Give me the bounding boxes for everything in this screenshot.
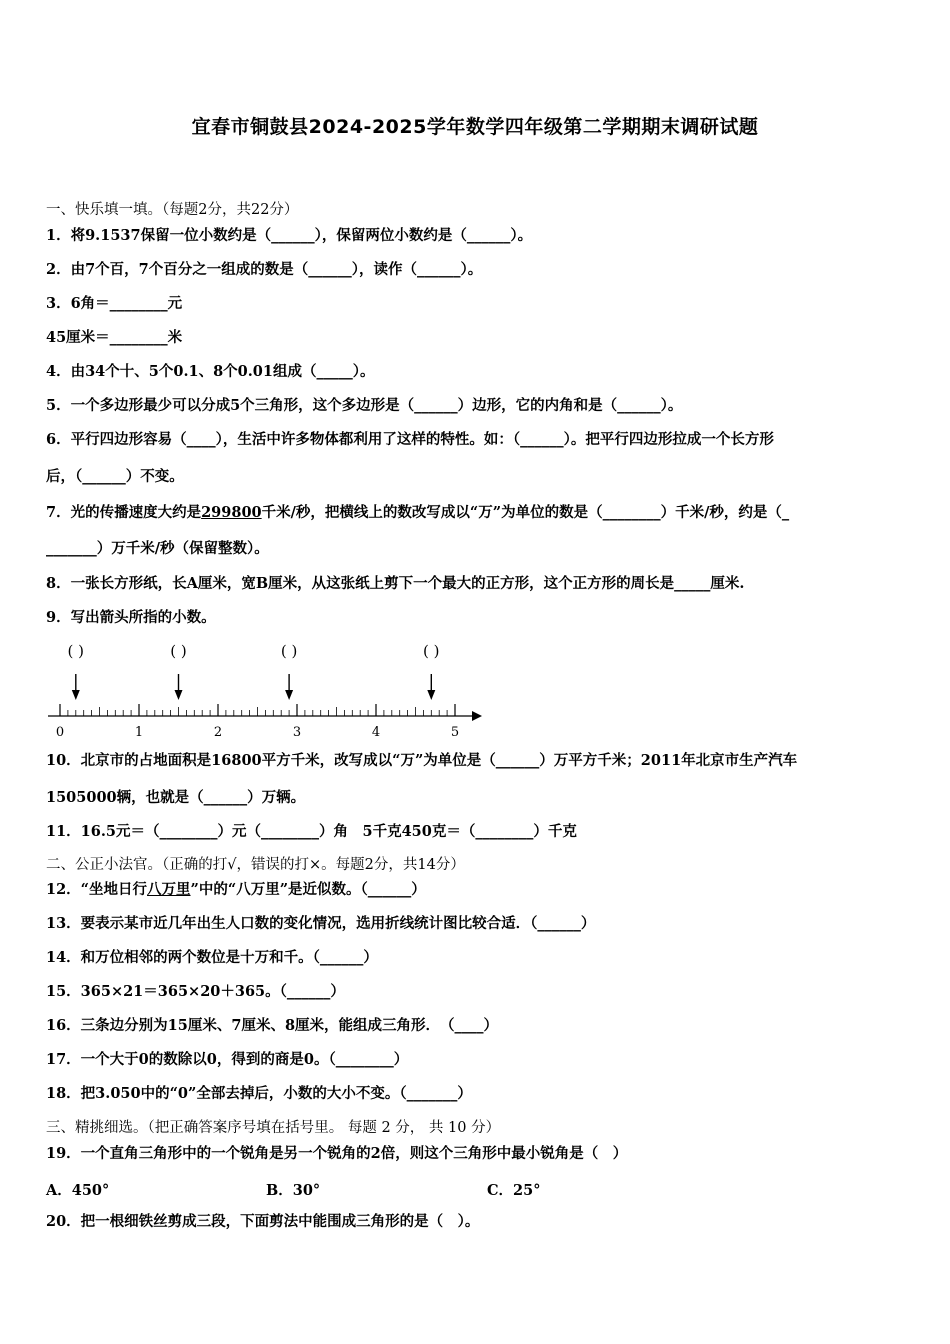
question-6a: 6．平行四边形容易（____），生活中许多物体都利用了这样的特性。如：（______）。把平行四边形拉成一个长方形 — [46, 431, 774, 448]
question-7b: _______）万千米/秒（保留整数）。 — [46, 540, 269, 557]
number-line-figure — [40, 638, 490, 740]
question-7-prefix: 7．光的传播速度大约是 — [46, 504, 202, 521]
question-2: 2．由7个百，7个百分之一组成的数是（______），读作（______）。 — [46, 261, 483, 278]
question-17: 17．一个大于0的数除以0，得到的商是0。（________） — [46, 1051, 409, 1068]
number-line-pointer-head — [175, 690, 183, 700]
question-9: 9．写出箭头所指的小数。 — [46, 609, 216, 626]
number-line-label: 2 — [213, 725, 223, 740]
option-b[interactable]: B．30° — [266, 1182, 321, 1199]
number-line-arrowhead — [472, 711, 482, 721]
number-line-pointer-head — [285, 690, 293, 700]
section-2-heading: 二、公正小法官。（正确的打√，错误的打×。每题2分，共14分） — [46, 857, 465, 873]
number-line-label: 1 — [134, 725, 144, 740]
number-line-label: 4 — [371, 725, 381, 740]
question-12-underlined: 八万里 — [147, 881, 191, 898]
number-line-pointer-head — [72, 690, 80, 700]
number-line-parens — [68, 642, 440, 660]
question-3b: 45厘米＝________米 — [46, 329, 183, 346]
question-7 — [46, 503, 789, 523]
question-18: 18．把3.050中的“0”全部去掉后，小数的大小不变。（_______） — [46, 1085, 472, 1102]
answer-paren: ( ) — [280, 642, 298, 660]
question-14: 14．和万位相邻的两个数位是十万和千。（______） — [46, 949, 378, 966]
question-10b: 1505000辆，也就是（______）万辆。 — [46, 789, 306, 806]
question-10a: 10．北京市的占地面积是16800平方千米，改写成以“万”为单位是（______）万平方千米；2011年北京市生产汽车 — [46, 752, 798, 769]
option-a[interactable]: A．450° — [46, 1182, 110, 1199]
question-12-suffix: ”中的“八万里”是近似数。（______） — [190, 881, 426, 898]
question-8: 8．一张长方形纸，长A厘米，宽B厘米，从这张纸上剪下一个最大的正方形，这个正方形的周长是_____厘米. — [46, 575, 745, 592]
question-1: 1．将9.1537保留一位小数约是（______），保留两位小数约是（______）。 — [46, 227, 533, 244]
question-20: 20．把一根细铁丝剪成三段，下面剪法中能围成三角形的是（ ）。 — [46, 1213, 480, 1230]
section-3-heading: 三、精挑细选。（把正确答案序号填在括号里。 每题 2 分， 共 10 分） — [46, 1120, 501, 1136]
answer-paren: ( ) — [67, 642, 85, 660]
page-title: 宜春市铜鼓县2024-2025学年数学四年级第二学期期末调研试题 — [191, 116, 759, 138]
number-line-label: 3 — [292, 725, 302, 740]
question-16: 16．三条边分别为15厘米、7厘米、8厘米，能组成三角形． （____） — [46, 1017, 499, 1034]
number-line-pointer-head — [427, 690, 435, 700]
question-19: 19．一个直角三角形中的一个锐角是另一个锐角的2倍，则这个三角形中最小锐角是（ ） — [46, 1145, 628, 1162]
question-15: 15．365×21＝365×20＋365。（______） — [46, 983, 345, 1000]
answer-paren: ( ) — [423, 642, 440, 660]
question-12-prefix: 12．“坐地日行 — [46, 881, 148, 898]
number-line-arrows — [72, 674, 436, 700]
question-5: 5．一个多边形最少可以分成5个三角形，这个多边形是（______）边形，它的内角和是（______）。 — [46, 397, 683, 414]
question-13: 13．要表示某市近几年出生人口数的变化情况，选用折线统计图比较合适．（______） — [46, 915, 596, 932]
number-line-label: 5 — [450, 725, 460, 740]
question-3a: 3．6角＝________元 — [46, 295, 183, 312]
option-c[interactable]: C．25° — [487, 1182, 541, 1199]
question-4: 4．由34个十、5个0.1、8个0.01组成（_____）。 — [46, 363, 375, 380]
answer-paren: ( ) — [170, 642, 187, 660]
section-1-heading: 一、快乐填一填。（每题2分，共22分） — [46, 202, 299, 218]
number-line-label: 0 — [55, 725, 65, 740]
number-line-labels — [56, 725, 459, 740]
question-11: 11．16.5元＝（________）元（________）角 5千克450克＝（________）千克 — [46, 823, 577, 840]
number-line-ticks — [60, 704, 455, 716]
question-7-suffix: 千米/秒，把横线上的数改写成以“万”为单位的数是（________）千米/秒，约是（_ — [261, 504, 790, 521]
question-12 — [46, 880, 426, 900]
question-6b: 后，（______）不变。 — [46, 468, 184, 485]
question-7-number: 299800 — [201, 504, 262, 521]
